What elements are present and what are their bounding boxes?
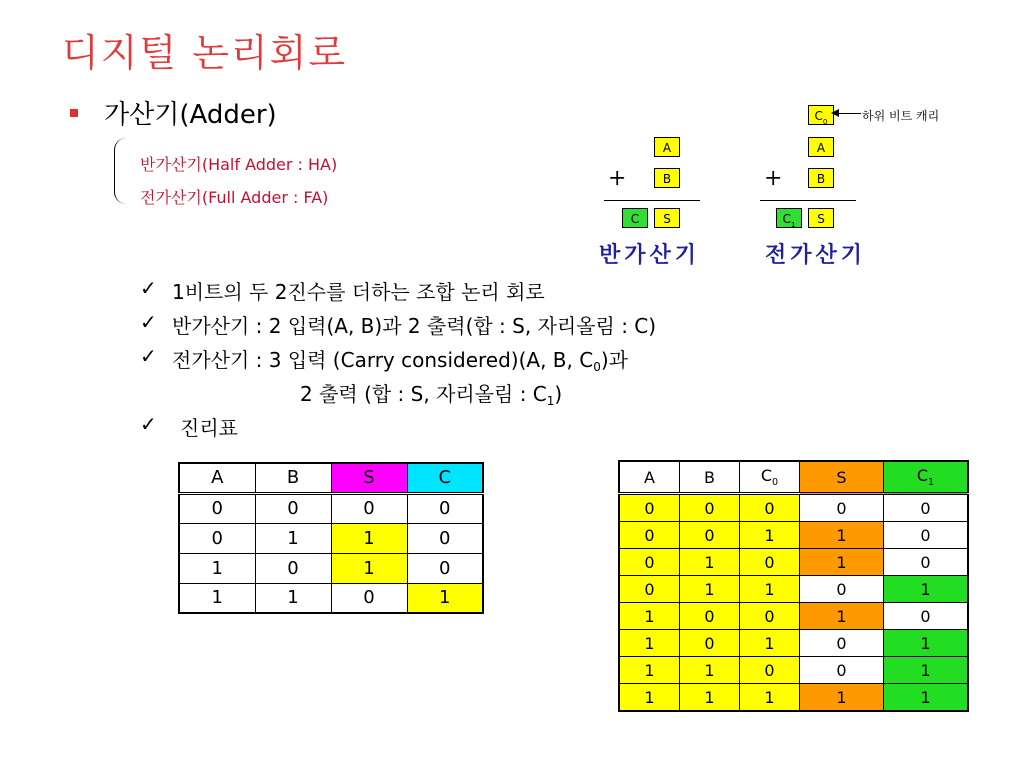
table-row [619,494,968,522]
table-cell: 0 [680,522,740,549]
half-output-c: C [622,208,648,228]
ha-header-b: B [255,463,331,493]
table-cell: 0 [680,494,740,522]
table-cell: 0 [255,553,331,583]
table-cell: 1 [179,583,255,613]
table-cell: 0 [255,493,331,523]
table-cell: 0 [800,576,884,603]
table-cell: 1 [740,630,800,657]
table-cell: 1 [680,576,740,603]
table-cell: 0 [179,523,255,553]
table-cell: 1 [619,630,680,657]
half-sum-line [604,200,700,201]
carry-note: 하위 비트 캐리 [862,109,940,123]
table-cell: 0 [800,630,884,657]
table-cell: 1 [680,657,740,684]
table-cell: 0 [407,493,483,523]
table-cell: 1 [619,684,680,712]
table-row [619,522,968,549]
table-cell: 1 [800,549,884,576]
table-row [179,493,483,523]
table-cell: 1 [331,553,407,583]
full-output-c1: $C_1$ [776,208,802,228]
heading-korean: 가산기( [104,100,190,130]
table-cell: 0 [680,630,740,657]
half-output-s: S [654,208,680,228]
table-cell: 1 [255,583,331,613]
sub-item-full-adder: 전가산기(Full Adder : FA) [140,188,329,207]
full-input-a: A [808,137,834,157]
table-cell: 0 [407,523,483,553]
table-row [179,553,483,583]
table-cell: 1 [800,522,884,549]
table-cell: 0 [619,576,680,603]
table-row [619,657,968,684]
table-cell: 1 [255,523,331,553]
fa-header-a: A [619,461,680,494]
table-cell: 1 [884,657,969,684]
check-icon: ✓ [140,310,157,334]
full-input-b: B [808,168,834,188]
fa-body [619,494,968,712]
table-row [619,603,968,630]
full-adder-label: 전가산기 [765,243,867,268]
ha-header-s: S [331,463,407,493]
table-cell: 1 [740,576,800,603]
table-cell: 1 [800,684,884,712]
full-sum-line [760,200,856,201]
table-cell: 1 [884,684,969,712]
table-cell: 0 [884,494,969,522]
table-row [179,583,483,613]
table-cell: 1 [407,583,483,613]
heading-english: Adder) [189,100,277,130]
page-title: 디지털 논리회로 [62,31,348,75]
table-row [619,684,968,712]
full-output-s: S [808,208,834,228]
ha-header-a: A [179,463,255,493]
full-adder-truth-table [618,460,969,712]
table-cell: 0 [619,494,680,522]
table-cell: 0 [331,583,407,613]
check-line-1: 1비트의 두 2진수를 더하는 조합 논리 회로 [172,280,545,304]
fa-header-c1: $C_1$ [884,461,969,494]
fa-header-s: S [800,461,884,494]
table-cell: 0 [800,657,884,684]
table-cell: 0 [680,603,740,630]
half-input-b: B [654,168,680,188]
ha-header-c: C [407,463,483,493]
fa-header-b: B [680,461,740,494]
table-cell: 0 [331,493,407,523]
table-cell: 0 [740,549,800,576]
left-arrow-icon [833,113,861,114]
table-cell: 0 [407,553,483,583]
sub-item-half-adder: 반가산기(Half Adder : HA) [140,155,338,174]
bullet-square-icon [70,109,78,117]
table-cell: 1 [619,657,680,684]
table-cell: 0 [800,494,884,522]
check-icon: ✓ [140,276,157,300]
table-cell: 1 [884,576,969,603]
table-header-row [179,463,483,493]
section-heading [104,94,277,131]
table-cell: 1 [884,630,969,657]
check-line-3: 전가산기 : 3 입력 (Carry considered)(A, B, $C_0$)과 [172,348,628,374]
table-row [179,523,483,553]
table-cell: 1 [179,553,255,583]
table-cell: 1 [619,603,680,630]
table-cell: 0 [740,603,800,630]
table-cell: 0 [884,603,969,630]
table-cell: 0 [740,657,800,684]
check-line-5: 진리표 [180,416,238,440]
table-cell: 0 [884,522,969,549]
table-cell: 1 [680,549,740,576]
table-cell: 1 [740,684,800,712]
table-row [619,630,968,657]
table-cell: 0 [884,549,969,576]
check-line-2: 반가산기 : 2 입력(A, B)과 2 출력(합 : S, 자리올림 : C) [172,314,657,338]
check-line-4: 2 출력 (합 : S, 자리올림 : $C_1$) [300,382,563,408]
table-cell: 1 [740,522,800,549]
table-cell: 1 [680,684,740,712]
table-row [619,576,968,603]
fa-header-c0: $C_0$ [740,461,800,494]
full-plus-sign: + [764,166,783,191]
table-cell: 0 [179,493,255,523]
table-cell: 0 [740,494,800,522]
table-row [619,549,968,576]
table-cell: 0 [619,522,680,549]
check-icon: ✓ [140,344,157,368]
table-cell: 0 [619,549,680,576]
table-cell: 1 [331,523,407,553]
brace-icon [114,138,129,204]
full-input-c0: $C_0$ [808,105,834,125]
table-header-row [619,461,968,494]
half-input-a: A [654,137,680,157]
check-icon: ✓ [140,412,157,436]
half-adder-truth-table [178,462,484,614]
half-plus-sign: + [608,166,627,191]
half-adder-label: 반가산기 [599,243,701,268]
table-cell: 1 [800,603,884,630]
